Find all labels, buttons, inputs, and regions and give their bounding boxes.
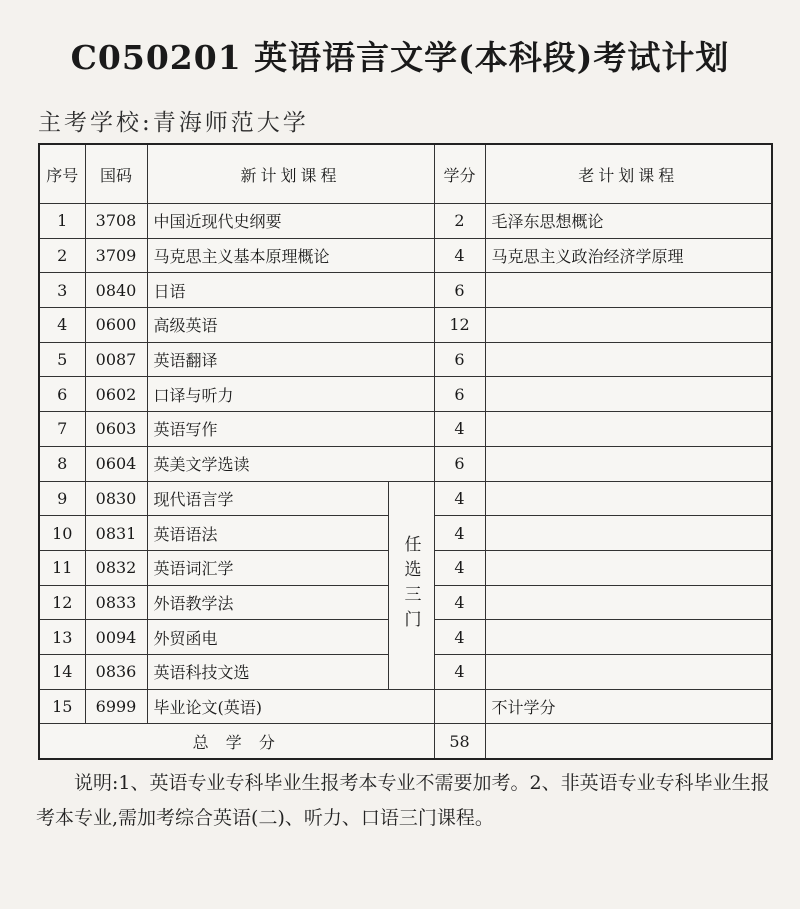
row-code: 3708 [85, 204, 147, 239]
row-old-course [485, 377, 772, 412]
row-course-name: 英语语法 [147, 516, 388, 551]
table-row [39, 689, 772, 724]
header-new-course: 新计划课程 [147, 144, 434, 204]
row-course-name: 外语教学法 [147, 585, 388, 620]
row-code: 0831 [85, 516, 147, 551]
row-old-course [485, 550, 772, 585]
row-course-name: 日语 [147, 273, 434, 308]
row-old-course: 毛泽东思想概论 [485, 204, 772, 239]
row-course-name: 外贸函电 [147, 620, 388, 655]
row-course-name: 口译与听力 [147, 377, 434, 412]
row-old-course: 马克思主义政治经济学原理 [485, 238, 772, 273]
row-no: 10 [39, 516, 85, 551]
row-credit [434, 689, 485, 724]
row-code: 0832 [85, 550, 147, 585]
row-credit: 4 [434, 481, 485, 516]
row-credit: 6 [434, 377, 485, 412]
row-course-name: 英语翻译 [147, 342, 434, 377]
row-old-course [485, 516, 772, 551]
total-old-blank [485, 724, 772, 759]
row-no: 6 [39, 377, 85, 412]
row-credit: 6 [434, 446, 485, 481]
row-credit: 6 [434, 273, 485, 308]
row-credit: 4 [434, 412, 485, 447]
table-row [39, 273, 772, 308]
row-old-course: 不计学分 [485, 689, 772, 724]
row-credit: 4 [434, 238, 485, 273]
row-course-name: 英语词汇学 [147, 550, 388, 585]
total-credit: 58 [434, 724, 485, 759]
row-course-name: 英语写作 [147, 412, 434, 447]
footnote: 说明:1、英语专业专科毕业生报考本专业不需要加考。2、非英语专业专科毕业生报考本专业,需加考综合英语(二)、听力、口语三门课程。 [36, 772, 770, 829]
row-credit: 12 [434, 308, 485, 343]
row-code: 0836 [85, 654, 147, 689]
row-credit: 4 [434, 620, 485, 655]
row-old-course [485, 481, 772, 516]
elective-group-label: 任选三门 [388, 481, 434, 689]
row-no: 5 [39, 342, 85, 377]
row-old-course [485, 446, 772, 481]
row-old-course [485, 342, 772, 377]
row-no: 9 [39, 481, 85, 516]
total-row [39, 724, 772, 759]
table-row [39, 238, 772, 273]
row-credit: 4 [434, 654, 485, 689]
row-no: 3 [39, 273, 85, 308]
row-old-course [485, 308, 772, 343]
row-credit: 4 [434, 550, 485, 585]
row-course-name: 中国近现代史纲要 [147, 204, 434, 239]
row-no: 2 [39, 238, 85, 273]
row-code: 0830 [85, 481, 147, 516]
row-course-name: 毕业论文(英语) [147, 689, 434, 724]
row-course-name: 高级英语 [147, 308, 434, 343]
row-credit: 6 [434, 342, 485, 377]
header-old-course: 老计划课程 [485, 144, 772, 204]
row-course-name: 马克思主义基本原理概论 [147, 238, 434, 273]
table-row [39, 446, 772, 481]
table-row [39, 481, 772, 516]
row-no: 13 [39, 620, 85, 655]
row-course-name: 英语科技文选 [147, 654, 388, 689]
row-old-course [485, 412, 772, 447]
total-label: 总 学 分 [39, 724, 434, 759]
row-credit: 2 [434, 204, 485, 239]
row-old-course [485, 654, 772, 689]
row-credit: 4 [434, 516, 485, 551]
row-code: 3709 [85, 238, 147, 273]
table-row [39, 412, 772, 447]
row-no: 7 [39, 412, 85, 447]
table-row [39, 204, 772, 239]
row-no: 1 [39, 204, 85, 239]
row-code: 0833 [85, 585, 147, 620]
header-no: 序号 [39, 144, 85, 204]
table-row [39, 308, 772, 343]
row-no: 11 [39, 550, 85, 585]
row-no: 15 [39, 689, 85, 724]
row-code: 0087 [85, 342, 147, 377]
exam-plan-table [38, 143, 773, 760]
table-row [39, 342, 772, 377]
row-credit: 4 [434, 585, 485, 620]
row-course-name: 英美文学选读 [147, 446, 434, 481]
table-header-row [39, 144, 772, 204]
header-code: 国码 [85, 144, 147, 204]
row-code: 0604 [85, 446, 147, 481]
page-title: C050201 英语语言文学(本科段)考试计划 [70, 38, 730, 77]
row-code: 0602 [85, 377, 147, 412]
row-no: 8 [39, 446, 85, 481]
row-code: 6999 [85, 689, 147, 724]
row-code: 0094 [85, 620, 147, 655]
row-no: 12 [39, 585, 85, 620]
row-code: 0600 [85, 308, 147, 343]
row-old-course [485, 620, 772, 655]
row-code: 0840 [85, 273, 147, 308]
row-old-course [485, 585, 772, 620]
row-old-course [485, 273, 772, 308]
table-row [39, 377, 772, 412]
host-school: 主考学校:青海师范大学 [38, 110, 309, 136]
header-credit: 学分 [434, 144, 485, 204]
row-code: 0603 [85, 412, 147, 447]
row-course-name: 现代语言学 [147, 481, 388, 516]
row-no: 14 [39, 654, 85, 689]
row-no: 4 [39, 308, 85, 343]
